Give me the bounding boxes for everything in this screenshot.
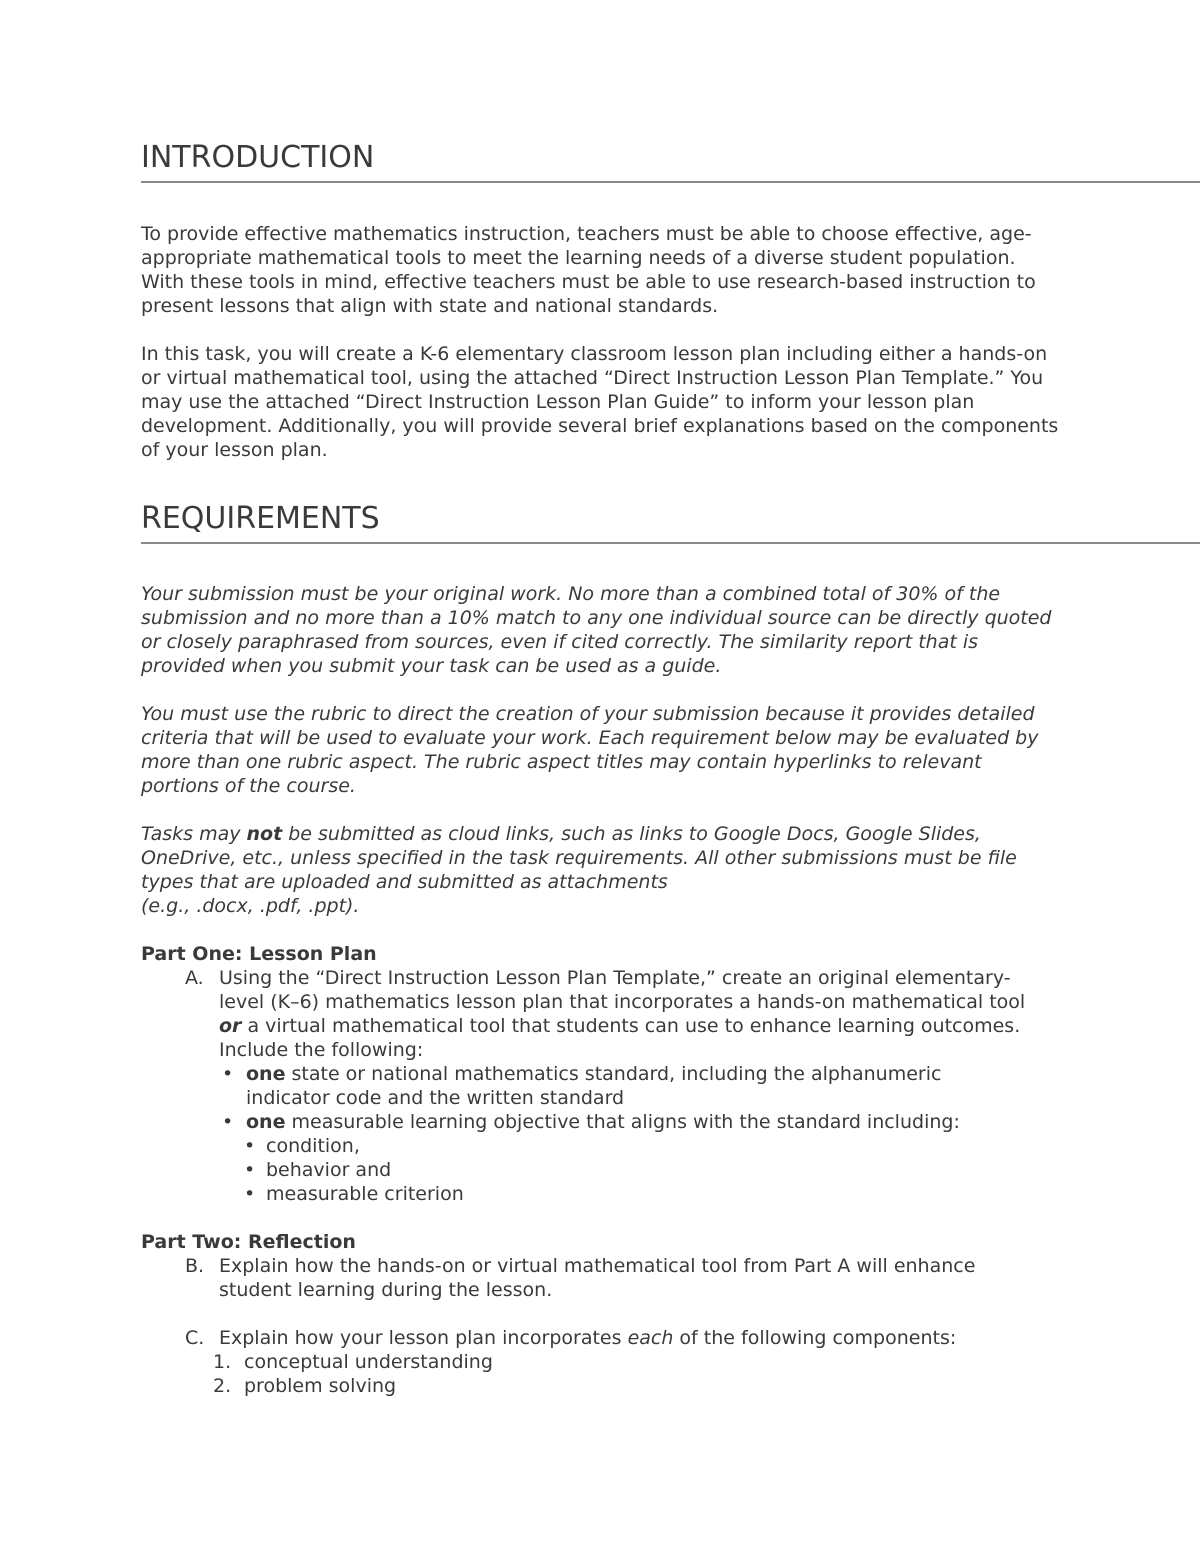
sub-bullet-text: condition, bbox=[266, 1135, 360, 1157]
requirement-a-text-1: Using the “Direct Instruction Lesson Plan Template,” create an original elementary-level (K–6) mathematics lesson plan that incorporates a hands-on mathematical tool bbox=[219, 967, 1026, 1013]
introduction-heading: INTRODUCTION bbox=[141, 140, 1200, 183]
requirements-heading: REQUIREMENTS bbox=[141, 501, 1200, 544]
standard-bullet bbox=[219, 1062, 1006, 1110]
requirement-a bbox=[141, 966, 1200, 1062]
part-one-title: Part One: Lesson Plan bbox=[141, 943, 377, 965]
requirement-b bbox=[141, 1254, 1200, 1302]
standard-bullet-bold: one bbox=[246, 1063, 286, 1085]
sub-bullet-condition bbox=[241, 1134, 1200, 1158]
originality-paragraph: Your submission must be your original work. No more than a combined total of 30% of the submission and no more than a 10% match to any one individual source can be directly quoted or closely paraphrased from sources, even if cited correctly. The similarity report that is provided when you submit your task can be used as a guide. bbox=[141, 583, 1052, 677]
requirement-c bbox=[141, 1326, 1200, 1350]
bullet-dot: • bbox=[244, 1183, 256, 1205]
requirement-b-text: Explain how the hands-on or virtual mathematical tool from Part A will enhance student learning during the lesson. bbox=[219, 1255, 976, 1301]
numbered-item-number: 2. bbox=[213, 1375, 232, 1397]
bullet-dot: • bbox=[244, 1135, 256, 1157]
cloud-links-text-a: Tasks may bbox=[141, 823, 247, 845]
requirement-a-or-emphasis: or bbox=[219, 1015, 242, 1037]
requirement-a-letter: A. bbox=[185, 967, 204, 989]
bullet-dot: • bbox=[244, 1159, 256, 1181]
sub-bullet-criterion bbox=[241, 1182, 1200, 1206]
cloud-links-paragraph bbox=[141, 822, 1061, 918]
sub-bullet-behavior bbox=[241, 1158, 1200, 1182]
standard-bullet-text: state or national mathematics standard, including the alphanumeric indicator code and the written standard bbox=[246, 1063, 942, 1109]
objective-bullet-text: measurable learning objective that aligns with the standard including: bbox=[285, 1111, 960, 1133]
sub-bullet-text: measurable criterion bbox=[266, 1183, 464, 1205]
document-page bbox=[141, 140, 1200, 1398]
requirement-c-each-emphasis: each bbox=[627, 1327, 674, 1349]
sub-bullet-text: behavior and bbox=[266, 1159, 392, 1181]
cloud-links-not-emphasis: not bbox=[246, 823, 283, 845]
cloud-links-text-b: be submitted as cloud links, such as links to Google Docs, Google Slides, OneDrive, etc., unless specified in the task requirements. All other submissions must be file types that are uploaded and submitted as attachments bbox=[141, 823, 1017, 893]
requirement-c-text bbox=[219, 1326, 1049, 1350]
numbered-item-number: 1. bbox=[213, 1351, 232, 1373]
requirement-c-text-1: Explain how your lesson plan incorporates bbox=[219, 1327, 628, 1349]
requirement-a-text bbox=[219, 966, 1049, 1062]
cloud-links-text-c: (e.g., .docx, .pdf, .ppt). bbox=[141, 895, 360, 917]
objective-bullet bbox=[219, 1110, 1006, 1134]
numbered-item-text: conceptual understanding bbox=[244, 1351, 493, 1373]
objective-bullet-bold: one bbox=[246, 1111, 286, 1133]
numbered-item-text: problem solving bbox=[244, 1375, 397, 1397]
part-two-title: Part Two: Reflection bbox=[141, 1231, 356, 1253]
bullet-dot: • bbox=[222, 1063, 234, 1085]
introduction-paragraph-2: In this task, you will create a K-6 elementary classroom lesson plan including either a hands-on or virtual mathematical tool, using the attached “Direct Instruction Lesson Plan Template.” You may use the attached “Direct Instruction Lesson Plan Guide” to inform your lesson plan development. Additionally, you will provide several brief explanations based on the components of your lesson plan. bbox=[141, 343, 1059, 461]
requirement-a-text-2: a virtual mathematical tool that students can use to enhance learning outcomes. Include the following: bbox=[219, 1015, 1021, 1061]
rubric-paragraph: You must use the rubric to direct the creation of your submission because it provides detailed criteria that will be used to evaluate your work. Each requirement below may be evaluated by more than one rubric aspect. The rubric aspect titles may contain hyperlinks to relevant portions of the course. bbox=[141, 703, 1039, 797]
numbered-item-1 bbox=[213, 1350, 1200, 1374]
requirement-c-letter: C. bbox=[185, 1327, 205, 1349]
introduction-paragraph-1: To provide effective mathematics instruction, teachers must be able to choose effective, age-appropriate mathematical tools to meet the learning needs of a diverse student population. With these tools in mind, effective teachers must be able to use research-based instruction to present lessons that align with state and national standards. bbox=[141, 223, 1036, 317]
requirement-b-letter: B. bbox=[185, 1255, 205, 1277]
requirement-c-text-2: of the following components: bbox=[673, 1327, 957, 1349]
bullet-dot: • bbox=[222, 1111, 234, 1133]
numbered-item-2 bbox=[213, 1374, 1200, 1398]
